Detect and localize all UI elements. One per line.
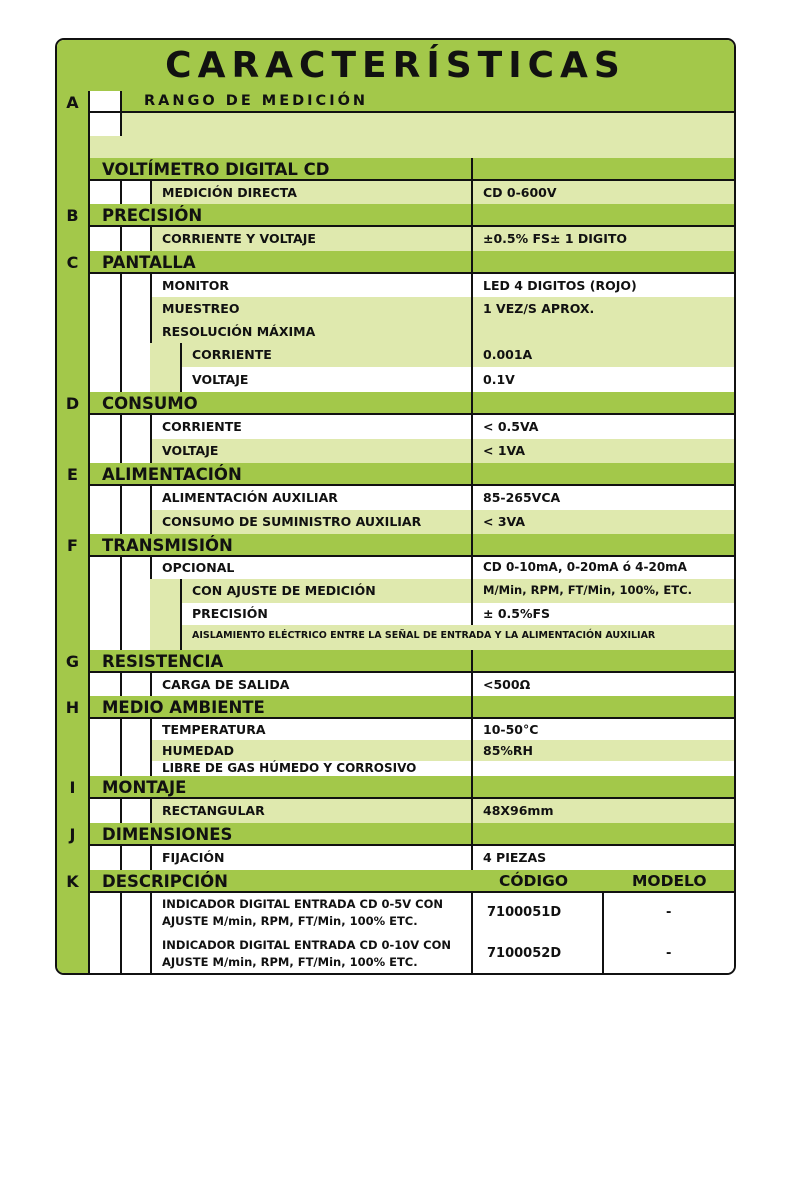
spec-value: 4 PIEZAS — [483, 850, 547, 865]
divider — [471, 846, 473, 870]
product-code: 7100051D — [487, 905, 562, 920]
divider — [180, 343, 182, 367]
divider — [120, 719, 122, 740]
spec-label: RECTANGULAR — [162, 803, 265, 818]
spacer-cell — [120, 557, 150, 579]
divider — [120, 486, 122, 510]
spacer-cell — [90, 91, 120, 111]
divider — [150, 274, 152, 297]
divider — [471, 579, 473, 603]
divider — [120, 415, 122, 439]
spacer-cell — [90, 510, 120, 534]
spec-value: 85%RH — [483, 742, 534, 758]
section-title: PRECISIÓN — [102, 206, 203, 225]
divider — [602, 893, 604, 934]
spec-row — [90, 625, 734, 650]
spec-value: ± 0.5%FS — [483, 606, 551, 621]
spacer-cell — [150, 625, 180, 650]
section-header — [90, 534, 734, 557]
divider — [120, 557, 122, 579]
divider — [120, 439, 122, 463]
section-letter-text: H — [65, 698, 80, 717]
spacer-cell — [90, 367, 120, 392]
spec-row — [90, 274, 734, 297]
divider — [150, 673, 152, 696]
divider — [120, 579, 122, 603]
divider — [120, 297, 122, 320]
spec-value: < 0.5VA — [483, 419, 539, 434]
divider — [150, 181, 152, 204]
spec-label: CONSUMO DE SUMINISTRO AUXILIAR — [162, 514, 422, 529]
section-letter — [57, 776, 90, 823]
spacer-cell — [120, 320, 150, 343]
spacer-cell — [150, 579, 180, 603]
spec-label: CORRIENTE Y VOLTAJE — [162, 231, 316, 246]
spacer-cell — [90, 673, 120, 696]
section-title: MEDIO AMBIENTE — [102, 698, 265, 717]
spec-row — [90, 761, 734, 776]
spec-row — [90, 673, 734, 696]
spec-row — [90, 415, 734, 439]
divider — [120, 91, 122, 111]
section-letter-text: B — [66, 206, 79, 225]
divider — [471, 251, 473, 272]
spec-row — [90, 719, 734, 740]
divider — [180, 367, 182, 392]
divider — [120, 181, 122, 204]
divider — [471, 696, 473, 717]
divider — [120, 343, 122, 367]
spacer-cell — [120, 181, 150, 204]
section-letter-text: A — [66, 93, 79, 112]
product-model: - — [666, 905, 672, 920]
divider — [120, 227, 122, 251]
product-description: INDICADOR DIGITAL ENTRADA CD 0-5V CON — [162, 897, 444, 911]
spacer-cell — [90, 761, 120, 776]
section-header — [90, 823, 734, 846]
divider — [120, 673, 122, 696]
spacer-cell — [150, 603, 180, 625]
divider — [120, 113, 122, 136]
section-letter-text: I — [69, 778, 76, 797]
spec-label: LIBRE DE GAS HÚMEDO Y CORROSIVO — [162, 761, 417, 775]
product-description: INDICADOR DIGITAL ENTRADA CD 0-10V CON — [162, 938, 452, 952]
spec-label: TEMPERATURA — [162, 721, 266, 737]
divider — [120, 510, 122, 534]
divider — [471, 415, 473, 439]
spacer-cell — [120, 719, 150, 740]
spec-label: CORRIENTE — [162, 419, 242, 434]
spec-value: 85-265VCA — [483, 490, 561, 505]
divider — [471, 740, 473, 761]
spec-label: OPCIONAL — [162, 560, 235, 575]
section-letter-text: G — [65, 652, 80, 671]
section-header — [90, 776, 734, 799]
spacer-cell — [120, 673, 150, 696]
divider — [150, 320, 152, 343]
section-letter — [57, 696, 90, 776]
section-title: MONTAJE — [102, 778, 187, 797]
divider — [120, 893, 122, 934]
spec-label: CARGA DE SALIDA — [162, 676, 290, 692]
spacer-cell — [120, 625, 150, 650]
divider — [120, 846, 122, 870]
divider — [471, 367, 473, 392]
section-title: TRANSMISIÓN — [102, 536, 233, 555]
section-letter — [57, 204, 90, 251]
divider — [471, 534, 473, 555]
divider — [150, 439, 152, 463]
divider — [180, 603, 182, 625]
section-letter — [57, 823, 90, 870]
divider — [471, 392, 473, 413]
code-header: CÓDIGO — [499, 872, 569, 890]
divider — [471, 557, 473, 579]
divider — [150, 761, 152, 776]
spec-value: 10-50°C — [483, 721, 539, 737]
spec-row — [90, 439, 734, 463]
spec-label: MEDICIÓN DIRECTA — [162, 184, 297, 200]
spec-label: VOLTAJE — [162, 443, 219, 458]
divider — [471, 158, 473, 179]
divider — [150, 297, 152, 320]
spacer-cell — [150, 343, 180, 367]
spec-label: CORRIENTE — [192, 347, 272, 362]
divider — [120, 740, 122, 761]
spec-row — [90, 486, 734, 510]
divider — [471, 603, 473, 625]
spec-row — [90, 227, 734, 251]
spec-row — [90, 510, 734, 534]
specifications-card — [55, 38, 736, 975]
spacer-cell — [120, 297, 150, 320]
divider — [471, 934, 473, 975]
spacer-cell — [90, 719, 120, 740]
spacer-cell — [90, 181, 120, 204]
spacer-cell — [120, 510, 150, 534]
spacer-cell — [90, 227, 120, 251]
divider — [150, 893, 152, 934]
section-letter — [57, 91, 90, 207]
spacer-cell — [90, 579, 120, 603]
spec-label: RESOLUCIÓN MÁXIMA — [162, 323, 316, 339]
spec-row — [90, 846, 734, 870]
divider — [471, 673, 473, 696]
section-header — [90, 392, 734, 415]
spec-label: PRECISIÓN — [192, 606, 268, 621]
spacer-cell — [120, 603, 150, 625]
divider — [471, 510, 473, 534]
spacer-cell — [90, 415, 120, 439]
spec-row — [90, 297, 734, 320]
spacer-cell — [90, 740, 120, 761]
section-header — [90, 696, 734, 719]
spec-row — [90, 603, 734, 625]
spec-row — [90, 579, 734, 603]
spacer-cell — [120, 486, 150, 510]
divider — [150, 557, 152, 579]
spec-label: MONITOR — [162, 277, 229, 293]
section-header — [90, 91, 734, 113]
product-model: - — [666, 946, 672, 961]
divider — [471, 297, 473, 320]
divider — [471, 893, 473, 934]
divider — [471, 320, 473, 343]
section-letter-text: K — [66, 872, 79, 891]
spacer-cell — [90, 113, 120, 136]
spacer-cell — [120, 367, 150, 392]
section-title: DIMENSIONES — [102, 825, 233, 844]
section-letter-text: E — [67, 465, 78, 484]
spacer-cell — [120, 799, 150, 823]
spec-value: LED 4 DIGITOS (ROJO) — [483, 277, 637, 293]
spacer-cell — [90, 274, 120, 297]
spec-value: < 1VA — [483, 443, 526, 458]
section-title: PANTALLA — [102, 253, 196, 272]
product-row — [90, 893, 734, 934]
divider — [150, 227, 152, 251]
divider — [150, 486, 152, 510]
spacer-cell — [120, 579, 150, 603]
section-letter — [57, 392, 90, 463]
section-title: DESCRIPCIÓN — [102, 872, 228, 891]
divider — [120, 799, 122, 823]
section-letter-text: J — [69, 825, 76, 844]
spec-label: AISLAMIENTO ELÉCTRICO ENTRE LA SEÑAL DE ENTRADA Y LA ALIMENTACIÓN AUXILIAR — [192, 629, 656, 641]
spacer-row — [90, 113, 734, 136]
divider — [150, 719, 152, 740]
spacer-cell — [90, 625, 120, 650]
spacer-cell — [90, 799, 120, 823]
divider — [120, 367, 122, 392]
divider — [180, 625, 182, 650]
spacer-cell — [90, 297, 120, 320]
section-letter — [57, 870, 90, 975]
spec-value: <500Ω — [483, 676, 531, 692]
spacer-cell — [90, 486, 120, 510]
section-title: RANGO DE MEDICIÓN — [144, 93, 369, 109]
divider — [471, 776, 473, 797]
spacer-cell — [90, 320, 120, 343]
spacer-cell — [90, 343, 120, 367]
spec-value: 0.1V — [483, 371, 515, 387]
spacer-cell — [120, 343, 150, 367]
spec-value: CD 0-10mA, 0-20mA ó 4-20mA — [483, 560, 687, 574]
spacer-cell — [150, 367, 180, 392]
divider — [120, 274, 122, 297]
divider — [471, 463, 473, 484]
spec-row — [90, 343, 734, 367]
spec-label: HUMEDAD — [162, 742, 235, 758]
divider — [471, 274, 473, 297]
spec-label: MUESTREO — [162, 300, 240, 316]
spec-label: CON AJUSTE DE MEDICIÓN — [192, 583, 376, 598]
spec-row — [90, 367, 734, 392]
divider — [150, 415, 152, 439]
spacer-cell — [90, 439, 120, 463]
divider — [471, 181, 473, 204]
section-letter-text: D — [65, 394, 80, 413]
spacer-cell — [90, 846, 120, 870]
divider — [471, 761, 473, 776]
divider — [471, 719, 473, 740]
section-header — [90, 650, 734, 673]
spacer-cell — [90, 603, 120, 625]
section-title: ALIMENTACIÓN — [102, 465, 242, 484]
spec-label: VOLTAJE — [192, 371, 249, 387]
spec-row — [90, 181, 734, 204]
divider — [120, 625, 122, 650]
section-letter — [57, 534, 90, 650]
section-letter — [57, 650, 90, 696]
section-header — [90, 158, 734, 181]
section-letter — [57, 251, 90, 392]
spec-value: M/Min, RPM, FT/Min, 100%, ETC. — [483, 583, 692, 597]
section-title: VOLTÍMETRO DIGITAL CD — [102, 160, 330, 179]
divider — [120, 320, 122, 343]
spacer-cell — [120, 227, 150, 251]
section-title: RESISTENCIA — [102, 652, 224, 671]
spacer-cell — [120, 274, 150, 297]
spec-row — [90, 799, 734, 823]
spec-value: 1 VEZ/S APROX. — [483, 300, 595, 316]
spec-value: 48X96mm — [483, 803, 554, 818]
divider — [150, 740, 152, 761]
section-letter — [57, 463, 90, 534]
section-header — [90, 204, 734, 227]
divider — [150, 510, 152, 534]
divider — [471, 204, 473, 225]
divider — [471, 823, 473, 844]
spec-label: FIJACIÓN — [162, 850, 225, 865]
divider — [120, 761, 122, 776]
divider — [471, 439, 473, 463]
spacer-cell — [120, 439, 150, 463]
divider — [150, 934, 152, 975]
divider — [120, 934, 122, 975]
page-title: CARACTERÍSTICAS — [57, 40, 734, 93]
spec-value: 0.001A — [483, 347, 533, 362]
divider — [150, 799, 152, 823]
section-header — [90, 463, 734, 486]
spacer-cell — [120, 846, 150, 870]
divider — [471, 343, 473, 367]
spec-row — [90, 557, 734, 579]
spec-value: < 3VA — [483, 514, 526, 529]
spec-row — [90, 740, 734, 761]
divider — [471, 650, 473, 671]
spec-label: ALIMENTACIÓN AUXILIAR — [162, 490, 338, 505]
product-description: AJUSTE M/min, RPM, FT/Min, 100% ETC. — [162, 955, 418, 969]
divider — [180, 579, 182, 603]
divider — [471, 486, 473, 510]
section-letter-text: C — [66, 253, 79, 272]
section-title: CONSUMO — [102, 394, 198, 413]
spec-value: ±0.5% FS± 1 DIGITO — [483, 231, 628, 246]
divider — [120, 603, 122, 625]
spacer-cell — [120, 740, 150, 761]
divider — [602, 934, 604, 975]
spacer-cell — [120, 761, 150, 776]
divider — [471, 799, 473, 823]
divider — [150, 846, 152, 870]
model-header: MODELO — [632, 872, 707, 890]
product-row — [90, 934, 734, 975]
section-header — [90, 870, 734, 893]
section-letter-text: F — [67, 536, 78, 555]
spacer-cell — [90, 557, 120, 579]
spacer-cell — [120, 415, 150, 439]
spec-value: CD 0-600V — [483, 184, 557, 200]
product-description: AJUSTE M/min, RPM, FT/Min, 100% ETC. — [162, 914, 418, 928]
product-code: 7100052D — [487, 946, 562, 961]
spacer-row — [90, 136, 734, 158]
spec-row — [90, 320, 734, 343]
divider — [471, 227, 473, 251]
section-header — [90, 251, 734, 274]
